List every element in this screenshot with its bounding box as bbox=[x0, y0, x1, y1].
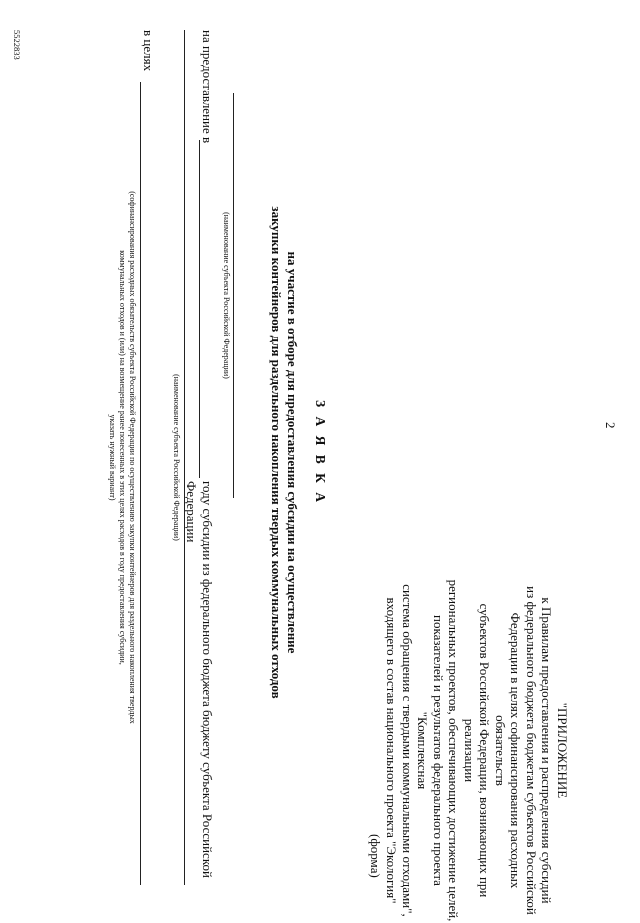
purpose-field-line bbox=[140, 82, 141, 885]
subject-caption-2: (наименование субъекта Российской Федерации) bbox=[172, 374, 181, 541]
subheading-line: на участие в отборе для предоставления субсидии на осуществление bbox=[285, 251, 300, 654]
appendix-line: субъектов Российской Федерации, возникающих при реализации bbox=[462, 603, 493, 898]
subject-name-line-2 bbox=[184, 30, 185, 885]
appendix-line: входящего в состав национального проекта "Экология" bbox=[384, 597, 400, 904]
subject-name-line bbox=[233, 93, 234, 498]
request-suffix: году субсидии из федерального бюджета бюджету субъекта Российской Федерации bbox=[184, 481, 215, 878]
appendix-block bbox=[384, 578, 570, 923]
page-number: 2 bbox=[603, 422, 618, 429]
appendix-line: система обращения с твердыми коммунальными отходами", bbox=[400, 584, 415, 917]
year-field-line bbox=[199, 140, 200, 478]
appendix-line: из федерального бюджета бюджетам субъектов Российской bbox=[524, 586, 539, 915]
form-label: (форма) bbox=[368, 834, 383, 878]
purpose-caption bbox=[107, 30, 137, 885]
purpose-caption-line: (софинансирования расходных обязательств субъекта Российской Федерации по осуществлению закупки контейнеров для раздельного накопления твердых bbox=[128, 191, 137, 724]
appendix-line: к Правилам предоставления и распределения субсидий bbox=[539, 597, 555, 904]
appendix-title: "ПРИЛОЖЕНИЕ bbox=[555, 702, 570, 799]
purpose-prefix: в целях bbox=[141, 30, 156, 72]
document-subheading bbox=[268, 0, 300, 905]
purpose-caption-line: указать нужный вариант) bbox=[108, 414, 117, 501]
subheading-line: закупки контейнеров для раздельного накопления твердых коммунальных отходов bbox=[269, 206, 284, 699]
subject-caption: (наименование субъекта Российской Федерации) bbox=[222, 212, 231, 379]
document-heading: З А Я В К А bbox=[313, 399, 328, 506]
document-id: 5522833 bbox=[12, 30, 22, 60]
appendix-line: показателей и результатов федерального проекта "Комплексная bbox=[415, 615, 446, 886]
appendix-line: Федерации в целях софинансирования расходных обязательств bbox=[493, 612, 524, 889]
appendix-line: региональных проектов, обеспечивающих достижение целей, bbox=[446, 579, 462, 922]
request-prefix: на предоставление в bbox=[200, 30, 215, 144]
purpose-caption-line: коммунальных отходов и (или) на возмещение ранее понесенных в этих целях расходов в году предоставления субсидии, bbox=[118, 250, 127, 665]
